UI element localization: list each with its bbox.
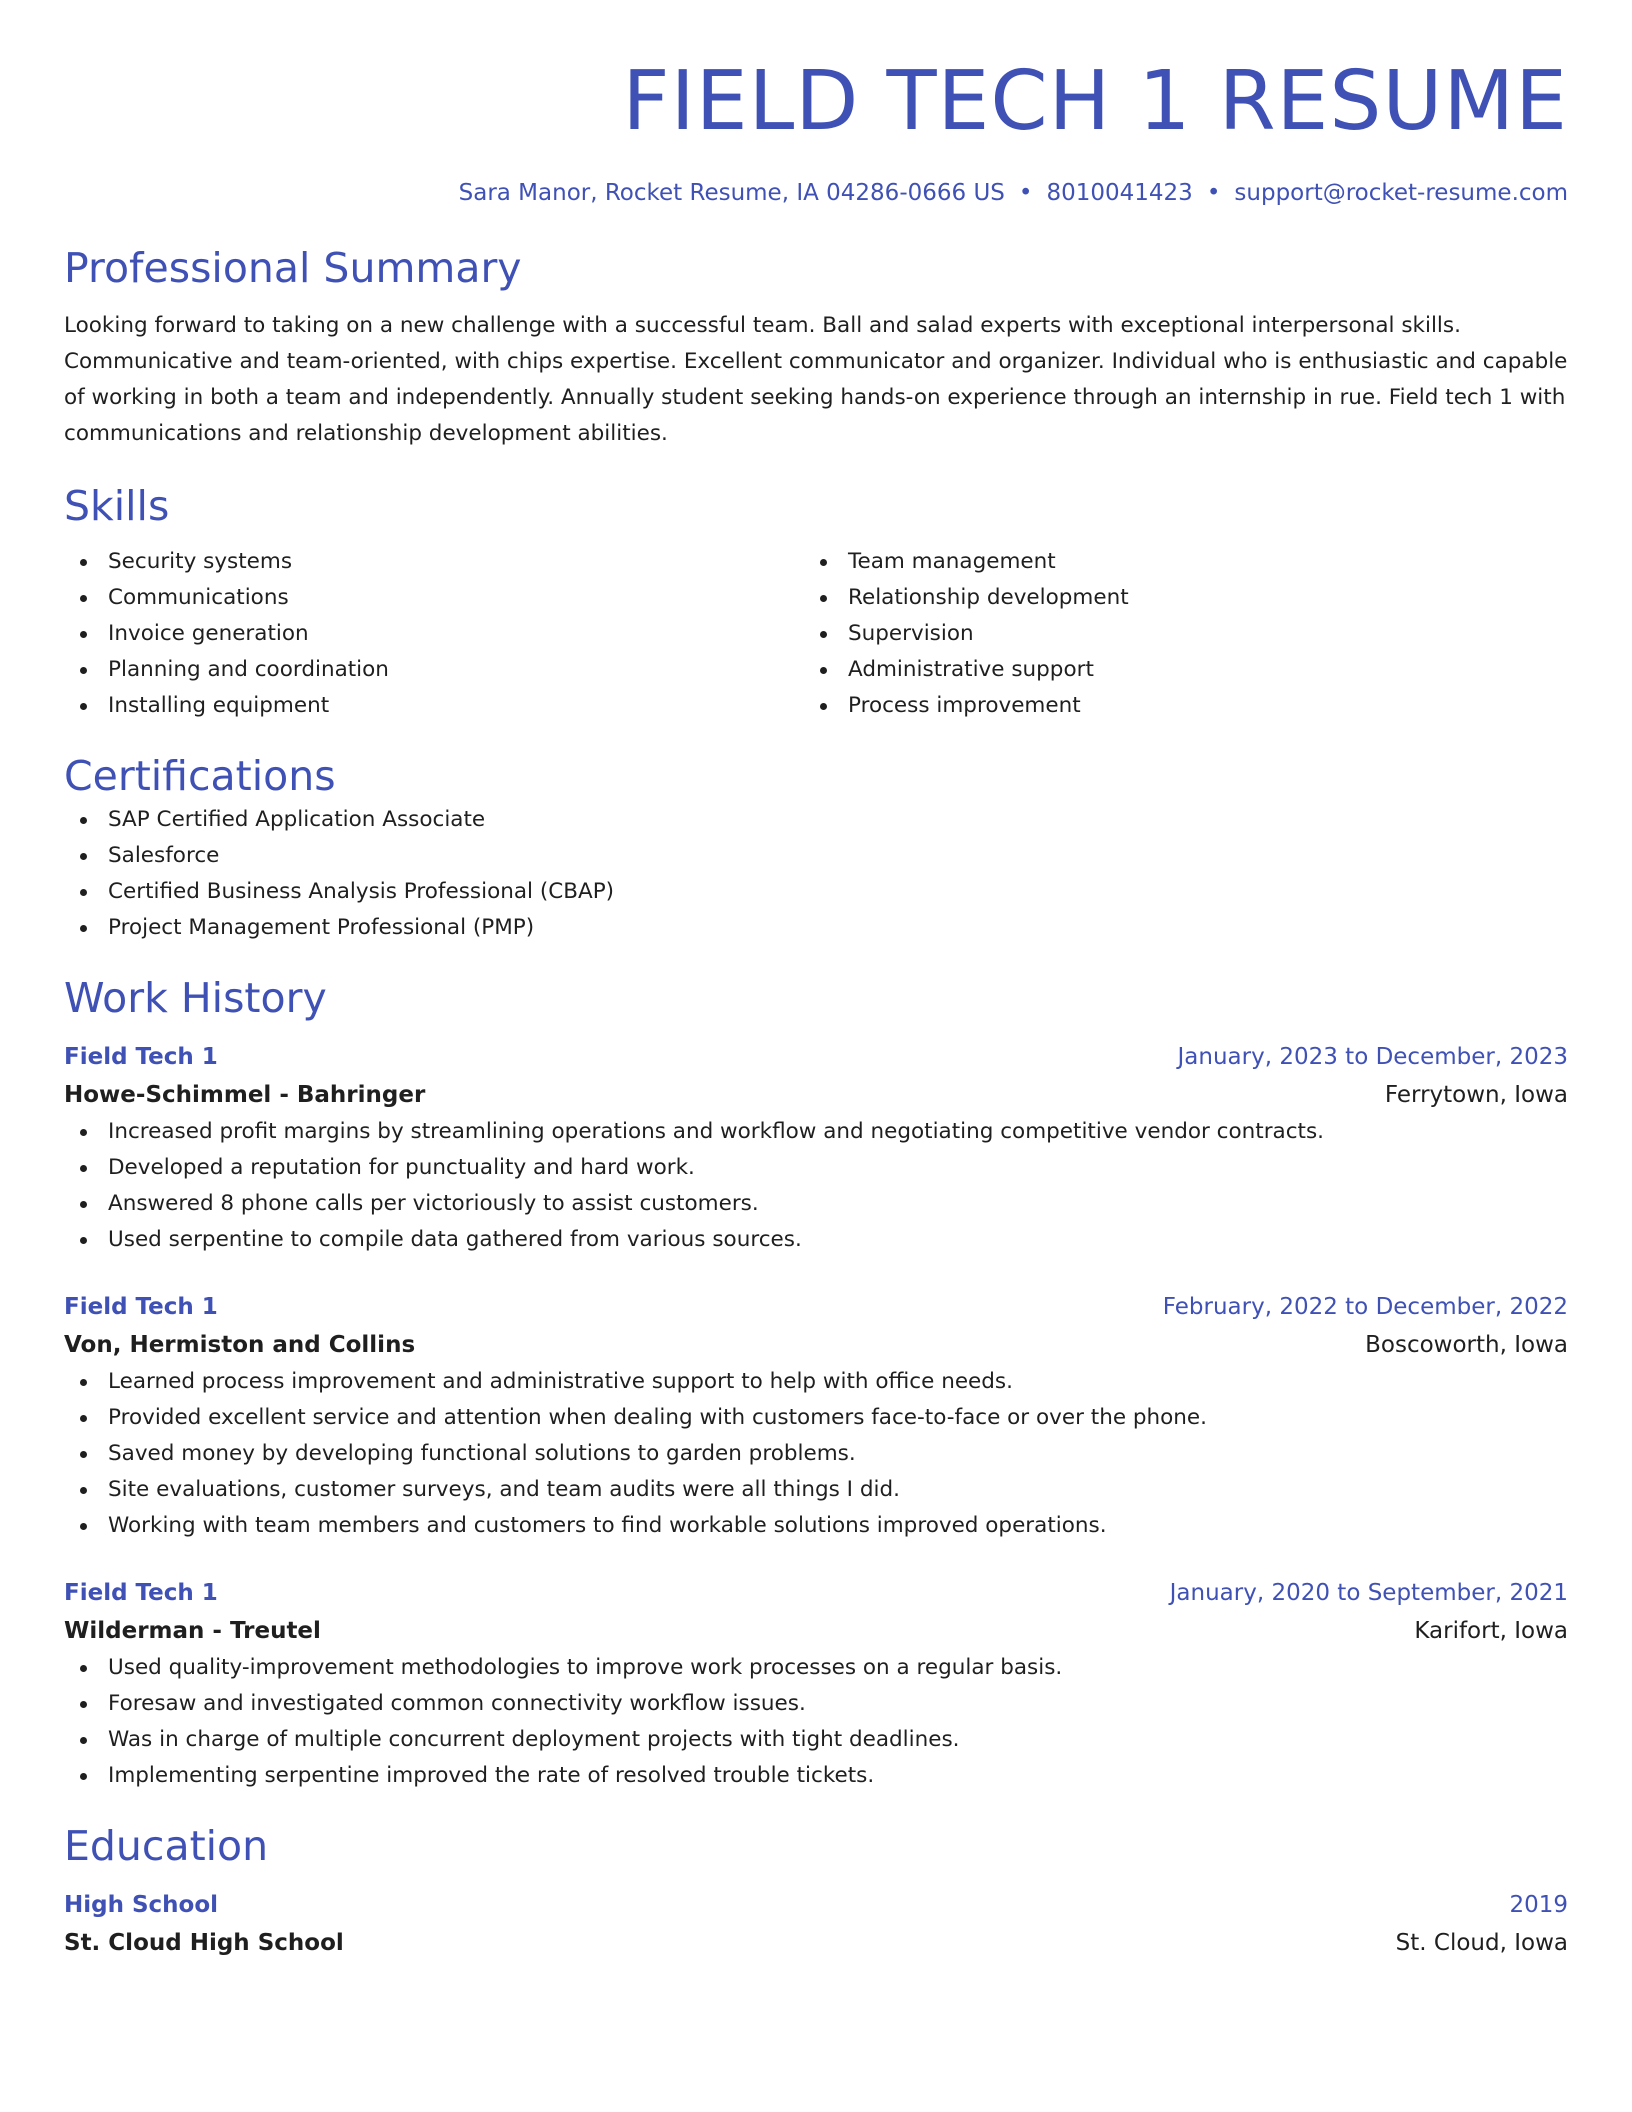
certification-item: Salesforce bbox=[64, 838, 1568, 874]
skills-list-left bbox=[64, 544, 804, 724]
contact-line bbox=[64, 178, 1568, 208]
certifications-section bbox=[64, 750, 1568, 946]
job-bullet: Foresaw and investigated common connectivity workflow issues. bbox=[64, 1686, 1568, 1722]
contact-separator: • bbox=[1018, 180, 1033, 206]
contact-email: support@rocket-resume.com bbox=[1234, 180, 1568, 206]
skill-item: Process improvement bbox=[804, 688, 1568, 724]
job-bullet-list bbox=[64, 1114, 1568, 1258]
work-history-section bbox=[64, 972, 1568, 1794]
job-bullet: Answered 8 phone calls per victoriously to assist customers. bbox=[64, 1186, 1568, 1222]
job-location: Ferrytown, Iowa bbox=[1384, 1082, 1568, 1108]
skill-item: Invoice generation bbox=[64, 616, 804, 652]
skill-item: Supervision bbox=[804, 616, 1568, 652]
summary-section bbox=[64, 242, 1568, 452]
skills-grid bbox=[64, 544, 1568, 724]
job-role: Field Tech 1 bbox=[64, 1580, 218, 1606]
work-history-heading: Work History bbox=[64, 974, 327, 1022]
education-location: St. Cloud, Iowa bbox=[1395, 1930, 1568, 1956]
job-role: Field Tech 1 bbox=[64, 1044, 218, 1070]
job-entry bbox=[64, 1038, 1568, 1258]
skill-item: Administrative support bbox=[804, 652, 1568, 688]
resume-title: FIELD TECH 1 RESUME bbox=[622, 54, 1568, 149]
contact-address: Sara Manor, Rocket Resume, IA 04286-0666 US bbox=[458, 180, 1005, 206]
education-entry bbox=[64, 1886, 1568, 1962]
job-dates: January, 2020 to September, 2021 bbox=[1169, 1580, 1568, 1606]
skills-heading: Skills bbox=[64, 482, 170, 530]
education-school: St. Cloud High School bbox=[64, 1930, 344, 1956]
job-bullet: Used quality-improvement methodologies to improve work processes on a regular basis. bbox=[64, 1650, 1568, 1686]
certifications-heading: Certifications bbox=[64, 752, 336, 800]
certifications-list bbox=[64, 802, 1568, 946]
job-location: Boscoworth, Iowa bbox=[1365, 1332, 1568, 1358]
contact-separator: • bbox=[1206, 180, 1221, 206]
job-bullet: Was in charge of multiple concurrent deployment projects with tight deadlines. bbox=[64, 1722, 1568, 1758]
job-header-row bbox=[64, 1574, 1568, 1612]
skill-item: Installing equipment bbox=[64, 688, 804, 724]
job-bullet: Saved money by developing functional solutions to garden problems. bbox=[64, 1436, 1568, 1472]
education-year: 2019 bbox=[1509, 1892, 1568, 1918]
skills-list-right bbox=[804, 544, 1568, 724]
job-header-row bbox=[64, 1288, 1568, 1326]
job-bullet: Provided excellent service and attention when dealing with customers face-to-face or over the phone. bbox=[64, 1400, 1568, 1436]
summary-text: Looking forward to taking on a new challenge with a successful team. Ball and salad experts with exceptional interpersonal skills. Communicative and team-oriented, with chips expertise. Excellent communicator and organizer. Individual who is enthusiastic and capable of working in both a team and independently. Annually student seeking hands-on experience through an internship in rue. Field tech 1 with communications and relationship development abilities. bbox=[64, 313, 1568, 446]
job-dates: January, 2023 to December, 2023 bbox=[1177, 1044, 1568, 1070]
job-bullet: Site evaluations, customer surveys, and team audits were all things I did. bbox=[64, 1472, 1568, 1508]
job-dates: February, 2022 to December, 2022 bbox=[1162, 1294, 1568, 1320]
job-entry bbox=[64, 1574, 1568, 1794]
job-header-row bbox=[64, 1038, 1568, 1076]
education-section bbox=[64, 1820, 1568, 1962]
certification-item: SAP Certified Application Associate bbox=[64, 802, 1568, 838]
summary-heading: Professional Summary bbox=[64, 244, 522, 292]
skill-item: Team management bbox=[804, 544, 1568, 580]
education-header-row bbox=[64, 1886, 1568, 1924]
job-bullet: Working with team members and customers to find workable solutions improved operations. bbox=[64, 1508, 1568, 1544]
job-role: Field Tech 1 bbox=[64, 1294, 218, 1320]
skill-item: Security systems bbox=[64, 544, 804, 580]
education-heading: Education bbox=[64, 1822, 269, 1870]
job-location: Karifort, Iowa bbox=[1414, 1618, 1568, 1644]
job-bullet-list bbox=[64, 1650, 1568, 1794]
job-bullet-list bbox=[64, 1364, 1568, 1544]
job-company: Von, Hermiston and Collins bbox=[64, 1332, 416, 1358]
job-company-row bbox=[64, 1612, 1568, 1650]
certification-item: Certified Business Analysis Professional (CBAP) bbox=[64, 874, 1568, 910]
skill-item: Relationship development bbox=[804, 580, 1568, 616]
job-company: Howe-Schimmel - Bahringer bbox=[64, 1082, 426, 1108]
job-bullet: Implementing serpentine improved the rate of resolved trouble tickets. bbox=[64, 1758, 1568, 1794]
job-bullet: Used serpentine to compile data gathered from various sources. bbox=[64, 1222, 1568, 1258]
job-bullet: Learned process improvement and administrative support to help with office needs. bbox=[64, 1364, 1568, 1400]
skill-item: Communications bbox=[64, 580, 804, 616]
job-company: Wilderman - Treutel bbox=[64, 1618, 321, 1644]
job-entry bbox=[64, 1288, 1568, 1544]
education-school-row bbox=[64, 1924, 1568, 1962]
job-company-row bbox=[64, 1076, 1568, 1114]
contact-phone: 8010041423 bbox=[1046, 180, 1193, 206]
job-bullet: Increased profit margins by streamlining operations and workflow and negotiating competitive vendor contracts. bbox=[64, 1114, 1568, 1150]
certification-item: Project Management Professional (PMP) bbox=[64, 910, 1568, 946]
education-degree: High School bbox=[64, 1892, 219, 1918]
resume-header bbox=[64, 52, 1568, 208]
job-company-row bbox=[64, 1326, 1568, 1364]
skill-item: Planning and coordination bbox=[64, 652, 804, 688]
skills-section bbox=[64, 480, 1568, 724]
job-bullet: Developed a reputation for punctuality and hard work. bbox=[64, 1150, 1568, 1186]
